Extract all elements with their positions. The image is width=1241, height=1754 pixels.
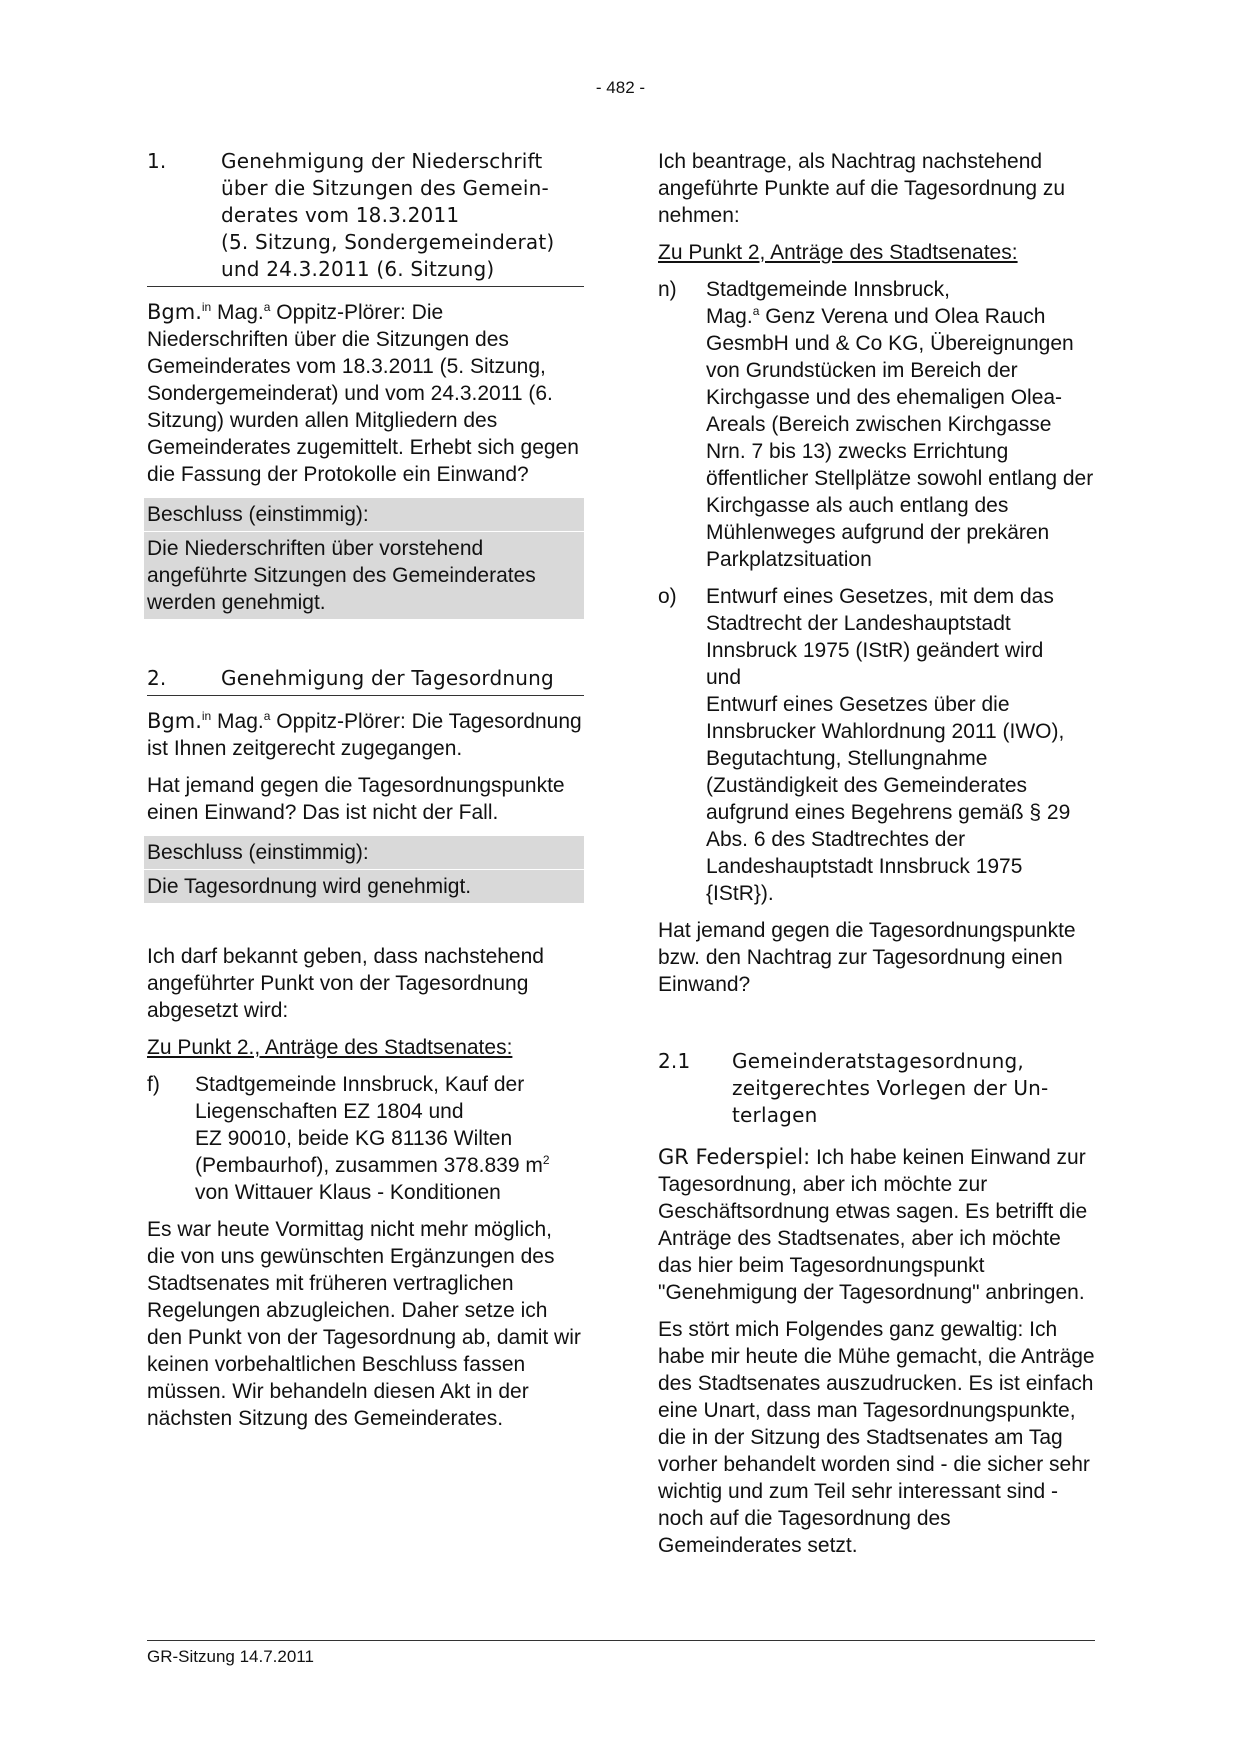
superscript: in [201,300,212,314]
item-body [706,583,1095,907]
list-item-f [147,1071,584,1206]
speaker-text: Die Tagesordnung ist Ihnen zeitgerecht zugegangen. [147,710,582,760]
speaker-name: GR Federspiel: [658,1145,811,1169]
left-column [147,148,584,1442]
heading-line: derates vom 18.3.2011 [221,203,460,227]
item-mag: Mag. [706,305,753,328]
page-number: - 482 - [595,78,646,97]
heading-line: und 24.3.2011 (6. Sitzung) [221,257,495,281]
list-item-o [658,583,1095,907]
superscript: a [263,709,271,723]
item-line: EZ 90010, beide KG 81136 Wilten [195,1127,513,1150]
heading-line: terlagen [732,1103,818,1127]
speaker-paragraph [658,1144,1095,1306]
beschluss-title: Beschluss (einstimmig): [144,498,584,532]
item-part: Entwurf eines Gesetzes, mit dem das Stadtrecht der Landeshauptstadt Innsbruck 1975 (IStR) geändert wird [706,585,1054,662]
item-line: von Wittauer Klaus - Konditionen [195,1181,501,1204]
speaker-text: Ich habe keinen Einwand zur Tagesordnung, aber ich möchte zur Geschäftsordnung etwas sagen. Es betrifft die Anträge des Stadtsenates, aber ich möchte das hier beim Tagesordnungspunkt "Genehmigung der Tagesordnung" anbringen. [658,1146,1088,1304]
heading-line: zeitgerechtes Vorlegen der Un- [732,1076,1049,1100]
paragraph: Hat jemand gegen die Tagesordnungspunkte einen Einwand? Das ist nicht der Fall. [147,774,565,824]
superscript: in [201,709,212,723]
beschluss-title: Beschluss (einstimmig): [144,836,584,870]
item-line: Stadtgemeinde Innsbruck, Kauf der [195,1073,525,1096]
heading-number: 2.1 [658,1049,691,1073]
speaker-text: Die Niederschriften über die Sitzungen des Gemeinderates vom 18.3.2011 (5. Sitzung, Sondergemeinderat) und vom 24.3.2011 (6. Sitzung) wurden allen Mitgliedern des Gemeinderates zugemittelt. Erhebt sich gegen die Fassung der Protokolle ein Einwand? [147,301,579,486]
item-line: Stadtgemeinde Innsbruck, [706,278,950,301]
heading-line: über die Sitzungen des Gemein- [221,176,549,200]
paragraph: Hat jemand gegen die Tagesordnungspunkte bzw. den Nachtrag zur Tagesordnung einen Einwand? [658,919,1076,996]
speaker-name: Oppitz-Plörer: [270,301,406,324]
right-column [658,148,1095,1569]
item-und: und [706,666,742,689]
beschluss-text: Die Niederschriften über vorstehend angeführte Sitzungen des Gemeinderates werden genehmigt. [144,532,584,619]
speaker-paragraph [147,708,584,762]
speaker-mag: Mag. [211,710,264,733]
speaker-title: Bgm. [147,300,202,324]
heading-number: 1. [147,149,167,173]
paragraph: Es stört mich Folgendes ganz gewaltig: Ich habe mir heute die Mühe gemacht, die Anträge des Stadtsenates auszudrucken. Es ist einfach eine Unart, dass man Tagesordnungspunkte, die in der Sitzung des Stadtsenates am Tag vorher behandelt worden sind - die sicher sehr wichtig und zum Teil sehr interessant sind - noch auf die Tagesordnung des Gemeinderates setzt. [658,1318,1095,1557]
item-rest: Genz Verena und Olea Rauch GesmbH und & Co KG, Übereignungen von Grundstücken im Bereich der Kirchgasse und des ehemaligen Olea-Areals (Bereich zwischen Kirchgasse Nrn. 7 bis 13) zwecks Errichtung öffentlicher Stellplätze sowohl entlang der Kirchgasse als auch entlang des Mühlenweges aufgrund der prekären Parkplatzsituation [706,305,1094,571]
superscript: a [263,300,271,314]
speaker-mag: Mag. [211,301,264,324]
superscript: a [752,304,760,318]
heading-2-1 [658,1048,1095,1132]
heading-number: 2. [147,666,167,690]
paragraph: Ich beantrage, als Nachtrag nachstehend angeführte Punkte auf die Tagesordnung zu nehmen: [658,150,1066,227]
zu-punkt-heading: Zu Punkt 2., Anträge des Stadtsenates: [147,1036,513,1059]
speaker-paragraph [147,299,584,488]
heading-line: Gemeinderatstagesordnung, [732,1049,1024,1073]
heading-text [732,1048,1095,1129]
item-line: Liegenschaften EZ 1804 und [195,1100,464,1123]
item-body [195,1071,584,1206]
heading-2 [147,665,584,696]
paragraph: Ich darf bekannt geben, dass nachstehend angeführter Punkt von der Tagesordnung abgesetzt wird: [147,945,544,1022]
list-item-n [658,276,1095,573]
item-part: Entwurf eines Gesetzes über die Innsbrucker Wahlordnung 2011 (IWO), Begutachtung, Stellungnahme (Zuständigkeit des Gemeinderates aufgrund eines Begehrens gemäß § 29 Abs. 6 des Stadtrechtes der Landeshauptstadt Innsbruck 1975 {IStR}). [706,693,1071,905]
zu-punkt-heading: Zu Punkt 2, Anträge des Stadtsenates: [658,241,1018,264]
heading-line: (5. Sitzung, Sondergemeinderat) [221,230,555,254]
heading-text [221,148,584,283]
page-footer: GR-Sitzung 14.7.2011 [147,1640,1095,1667]
item-text [706,303,1095,573]
item-label: o) [658,585,677,608]
speaker-name: Oppitz-Plörer: [270,710,406,733]
superscript: 2 [542,1153,550,1167]
item-label: n) [658,278,677,301]
item-body [706,276,1095,573]
item-line [195,1152,584,1179]
paragraph: Es war heute Vormittag nicht mehr möglich, die von uns gewünschten Ergänzungen des Stadtsenates mit früheren vertraglichen Regelungen abzugleichen. Daher setze ich den Punkt von der Tagesordnung ab, damit wir keinen vorbehaltlichen Beschluss fassen müssen. Wir behandeln diesen Akt in der nächsten Sitzung des Gemeinderates. [147,1218,581,1430]
heading-1 [147,148,584,287]
beschluss-text: Die Tagesordnung wird genehmigt. [144,870,584,903]
heading-text: Genehmigung der Tagesordnung [221,666,554,690]
item-line-text: (Pembaurhof), zusammen 378.839 m [195,1154,543,1177]
heading-line: Genehmigung der Niederschrift [221,149,543,173]
item-label: f) [147,1073,160,1096]
speaker-title: Bgm. [147,709,202,733]
